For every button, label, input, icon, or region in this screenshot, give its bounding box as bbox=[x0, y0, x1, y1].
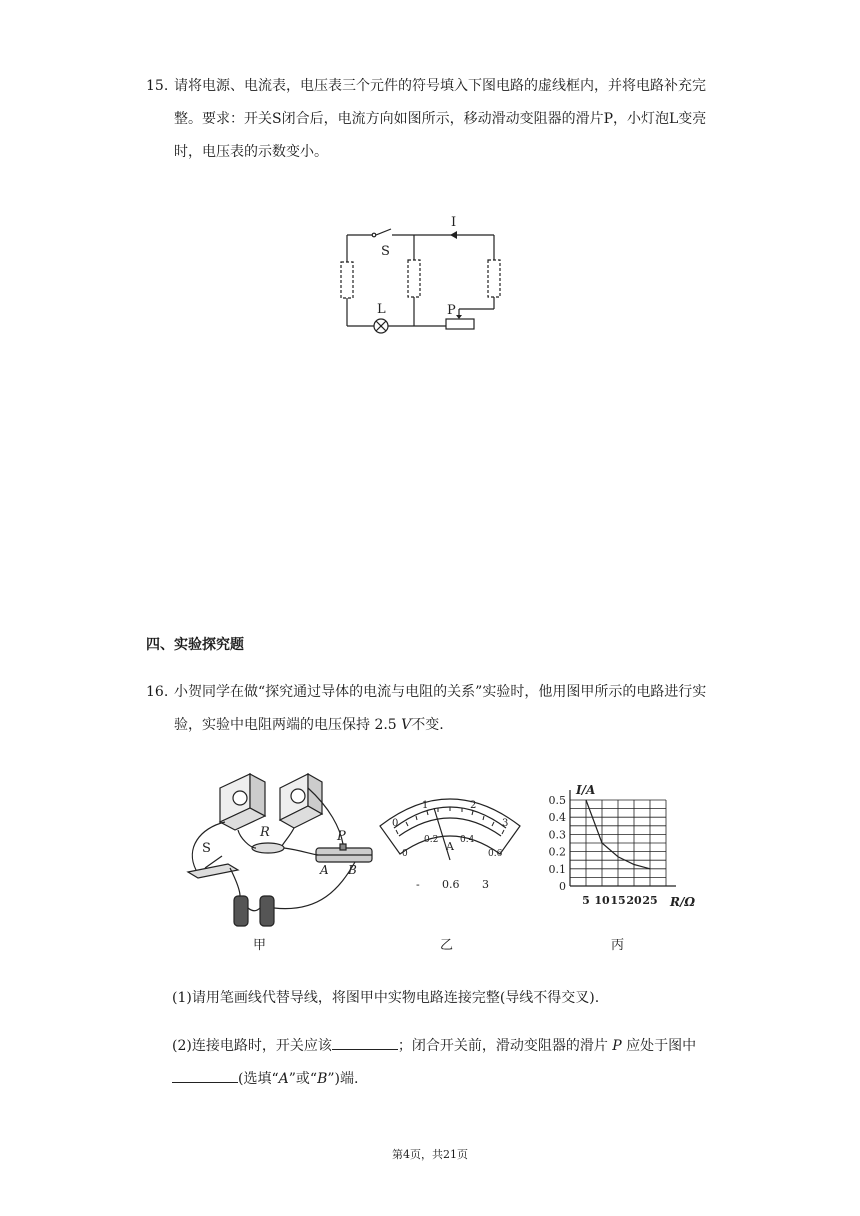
figure-chart bbox=[530, 780, 710, 912]
label-end-b: B bbox=[348, 863, 357, 877]
question-text: 请将电源、电流表，电压表三个元件的符号填入下图电路的虚线框内，并将电路补充完整。要求：开关S闭合后，电流方向如图所示，移动滑动变阻器的滑片P，小灯泡L变亮时，电压表的示数变小。 bbox=[174, 78, 707, 160]
terminal-negative: - bbox=[416, 878, 420, 891]
sub2-text-d: (选填“ bbox=[238, 1071, 279, 1087]
chart-grid bbox=[570, 790, 676, 886]
answer-blank-2[interactable] bbox=[172, 1066, 238, 1083]
figure-ammeter bbox=[372, 778, 528, 896]
y-tick-label: 0.3 bbox=[548, 828, 566, 842]
x-axis-label: R/Ω bbox=[670, 895, 696, 909]
y-tick-label: 0.1 bbox=[548, 862, 566, 876]
question-text-a: 小贺同学在做“探究通过导体的电流与电阻的关系”实验时，他用图甲所示的电路进行实验，实验中电阻两端的电压保持 bbox=[174, 684, 707, 733]
figure-label-b: 乙 bbox=[440, 938, 454, 953]
scale-bottom-1: 0.2 bbox=[424, 835, 439, 845]
scale-bottom-3: 0.6 bbox=[488, 849, 503, 859]
sub2-text-c: 应处于图中 bbox=[626, 1038, 697, 1054]
sub2-var-a: A bbox=[278, 1071, 289, 1087]
label-switch: S bbox=[202, 841, 211, 856]
figure-label-c: 丙 bbox=[611, 938, 625, 953]
sub-question-1: (1)请用笔画线代替导线，将图甲中实物电路连接完整(导线不得交叉). bbox=[172, 990, 600, 1006]
y-tick-label: 0.4 bbox=[548, 811, 566, 825]
sub2-var-p: P bbox=[612, 1038, 622, 1054]
question-text-b: 不变. bbox=[411, 717, 444, 733]
question-text bbox=[174, 676, 720, 742]
scale-top-2: 2 bbox=[470, 800, 477, 811]
label-current: I bbox=[451, 215, 457, 230]
terminal-3: 3 bbox=[482, 878, 489, 891]
question-15 bbox=[146, 70, 720, 169]
x-tick-label: 25 bbox=[642, 894, 658, 907]
label-switch: S bbox=[381, 244, 390, 259]
y-tick-label: 0 bbox=[559, 880, 566, 893]
scale-bottom-2: 0.4 bbox=[460, 835, 475, 845]
answer-blank-1[interactable] bbox=[332, 1033, 398, 1050]
scale-top-1: 1 bbox=[422, 800, 429, 811]
scale-top-3: 3 bbox=[502, 818, 509, 829]
sub2-text-f: ”)端. bbox=[327, 1071, 359, 1087]
page-footer: 第4页，共21页 bbox=[392, 1148, 468, 1161]
sub2-text-a: (2)连接电路时，开关应该 bbox=[172, 1038, 332, 1054]
voltage-value: 2.5 bbox=[374, 717, 397, 733]
figure-physical-circuit bbox=[180, 768, 380, 938]
x-tick-label: 20 bbox=[626, 894, 642, 907]
voltage-unit: V bbox=[401, 717, 412, 733]
sub2-text-b: ；闭合开关前，滑动变阻器的滑片 bbox=[397, 1038, 608, 1054]
label-resistor: R bbox=[260, 825, 270, 840]
scale-top-0: 0 bbox=[392, 818, 399, 829]
y-tick-label: 0.2 bbox=[548, 845, 566, 859]
question-number: 16. bbox=[146, 684, 169, 700]
terminal-0-6: 0.6 bbox=[442, 878, 460, 891]
scale-bottom-0: 0 bbox=[402, 849, 408, 859]
chart-ticks bbox=[549, 794, 658, 907]
sub2-var-b: B bbox=[317, 1071, 328, 1087]
label-lamp: L bbox=[377, 302, 386, 317]
x-tick-label: 5 bbox=[582, 894, 590, 907]
question-number: 15. bbox=[146, 78, 169, 94]
x-tick-label: 10 bbox=[594, 894, 610, 907]
circuit-diagram bbox=[334, 210, 514, 345]
label-slider: P bbox=[337, 829, 346, 844]
sub-question-2 bbox=[172, 1030, 720, 1096]
y-tick-label: 0.5 bbox=[548, 794, 566, 807]
y-axis-label: I/A bbox=[576, 783, 596, 797]
section-title: 四、实验探究题 bbox=[146, 637, 244, 653]
question-16 bbox=[146, 676, 720, 742]
x-tick-label: 15 bbox=[610, 894, 626, 907]
sub2-text-e: ”或“ bbox=[288, 1071, 318, 1087]
label-slider: P bbox=[447, 303, 456, 318]
label-end-a: A bbox=[320, 863, 329, 877]
meter-unit: A bbox=[446, 840, 454, 853]
figure-label-a: 甲 bbox=[253, 938, 267, 953]
